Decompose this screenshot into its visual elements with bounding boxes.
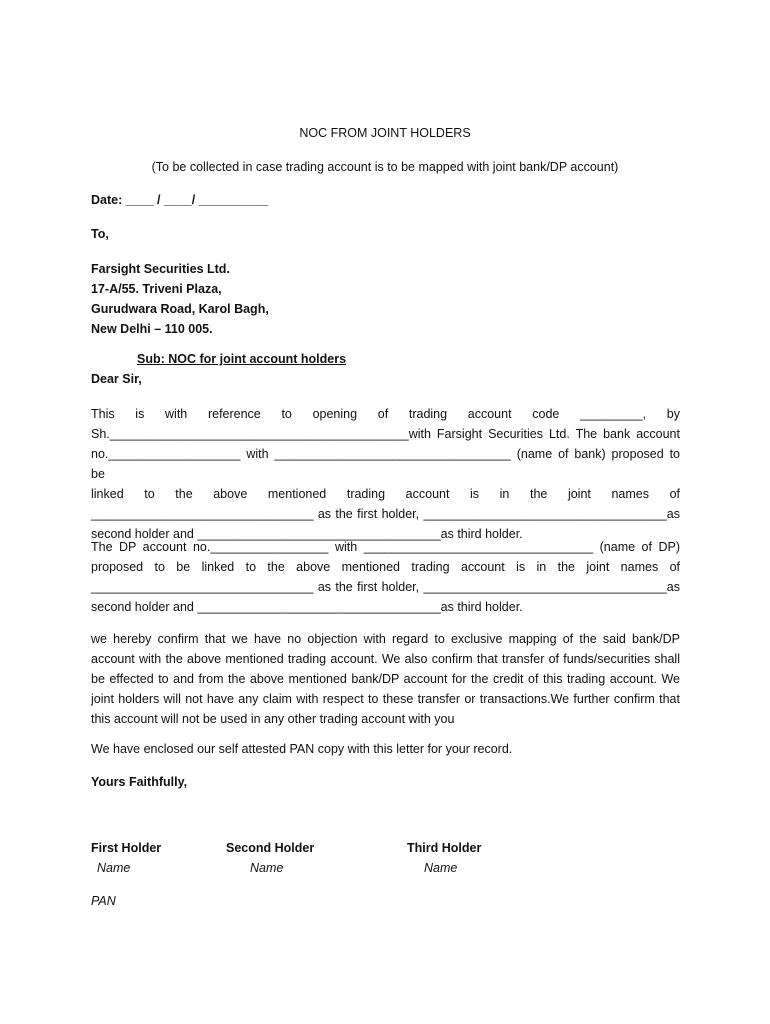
second-holder-title: Second Holder bbox=[226, 841, 315, 855]
para1-line-1: This is with reference to opening of trading account code _________, by bbox=[91, 407, 680, 421]
address-line-3: Gurudwara Road, Karol Bagh, bbox=[91, 302, 269, 316]
para2-line-2: proposed to be linked to the above mentioned trading account is in the joint names of bbox=[91, 560, 680, 574]
paragraph-bank-account bbox=[91, 404, 680, 544]
para2-line-1: The DP account no._________________ with _________________________________ (name of DP) bbox=[91, 540, 680, 554]
address-line-2: 17-A/55. Triveni Plaza, bbox=[91, 282, 222, 296]
address-line-1: Farsight Securities Ltd. bbox=[91, 262, 230, 276]
pan-label: PAN bbox=[91, 894, 116, 908]
document-subtitle: (To be collected in case trading account is to be mapped with joint bank/DP account) bbox=[151, 160, 619, 174]
para1-line-3: no.___________________ with __________________________________ (name of bank) proposed to be bbox=[91, 447, 680, 481]
para1-line-6: second holder and ___________________________________as third holder. bbox=[91, 527, 523, 541]
first-holder-name: Name bbox=[97, 861, 131, 875]
third-holder-name: Name bbox=[424, 861, 458, 875]
subject-line: Sub: NOC for joint account holders bbox=[137, 352, 347, 366]
para1-line-4: linked to the above mentioned trading account is in the joint names of bbox=[91, 487, 680, 501]
to-line: To, bbox=[91, 227, 109, 241]
para1-line-2: Sh.___________________________________________with Farsight Securities Ltd. The bank account bbox=[91, 427, 680, 441]
address-line-4: New Delhi – 110 005. bbox=[91, 322, 213, 336]
second-holder-name: Name bbox=[250, 861, 284, 875]
para2-line-4: second holder and ___________________________________as third holder. bbox=[91, 600, 523, 614]
third-holder-title: Third Holder bbox=[407, 841, 482, 855]
para2-line-3: ________________________________ as the first holder, ___________________________________as bbox=[91, 580, 680, 594]
closing-line: Yours Faithfully, bbox=[91, 775, 188, 789]
paragraph-dp-account bbox=[91, 537, 680, 617]
paragraph-confirmation: we hereby confirm that we have no objection with regard to exclusive mapping of the said bank/DP account with the above mentioned trading account. We also confirm that transfer of funds/securities shall be effected to and from the above mentioned bank/DP account for the credit of this trading account. We joint holders will not have any claim with respect to these transfer or transactions.We further confirm that this account will not be used in any other trading account with you bbox=[91, 632, 680, 726]
para1-line-5: ________________________________ as the first holder, ___________________________________as bbox=[91, 507, 680, 521]
paragraph-pan-enclosed: We have enclosed our self attested PAN copy with this letter for your record. bbox=[91, 742, 513, 756]
document-title: NOC FROM JOINT HOLDERS bbox=[299, 126, 471, 140]
recipient-address bbox=[91, 259, 269, 339]
first-holder-title: First Holder bbox=[91, 841, 162, 855]
date-line: Date: ____ / ____/ __________ bbox=[91, 193, 269, 207]
salutation: Dear Sir, bbox=[91, 372, 142, 386]
